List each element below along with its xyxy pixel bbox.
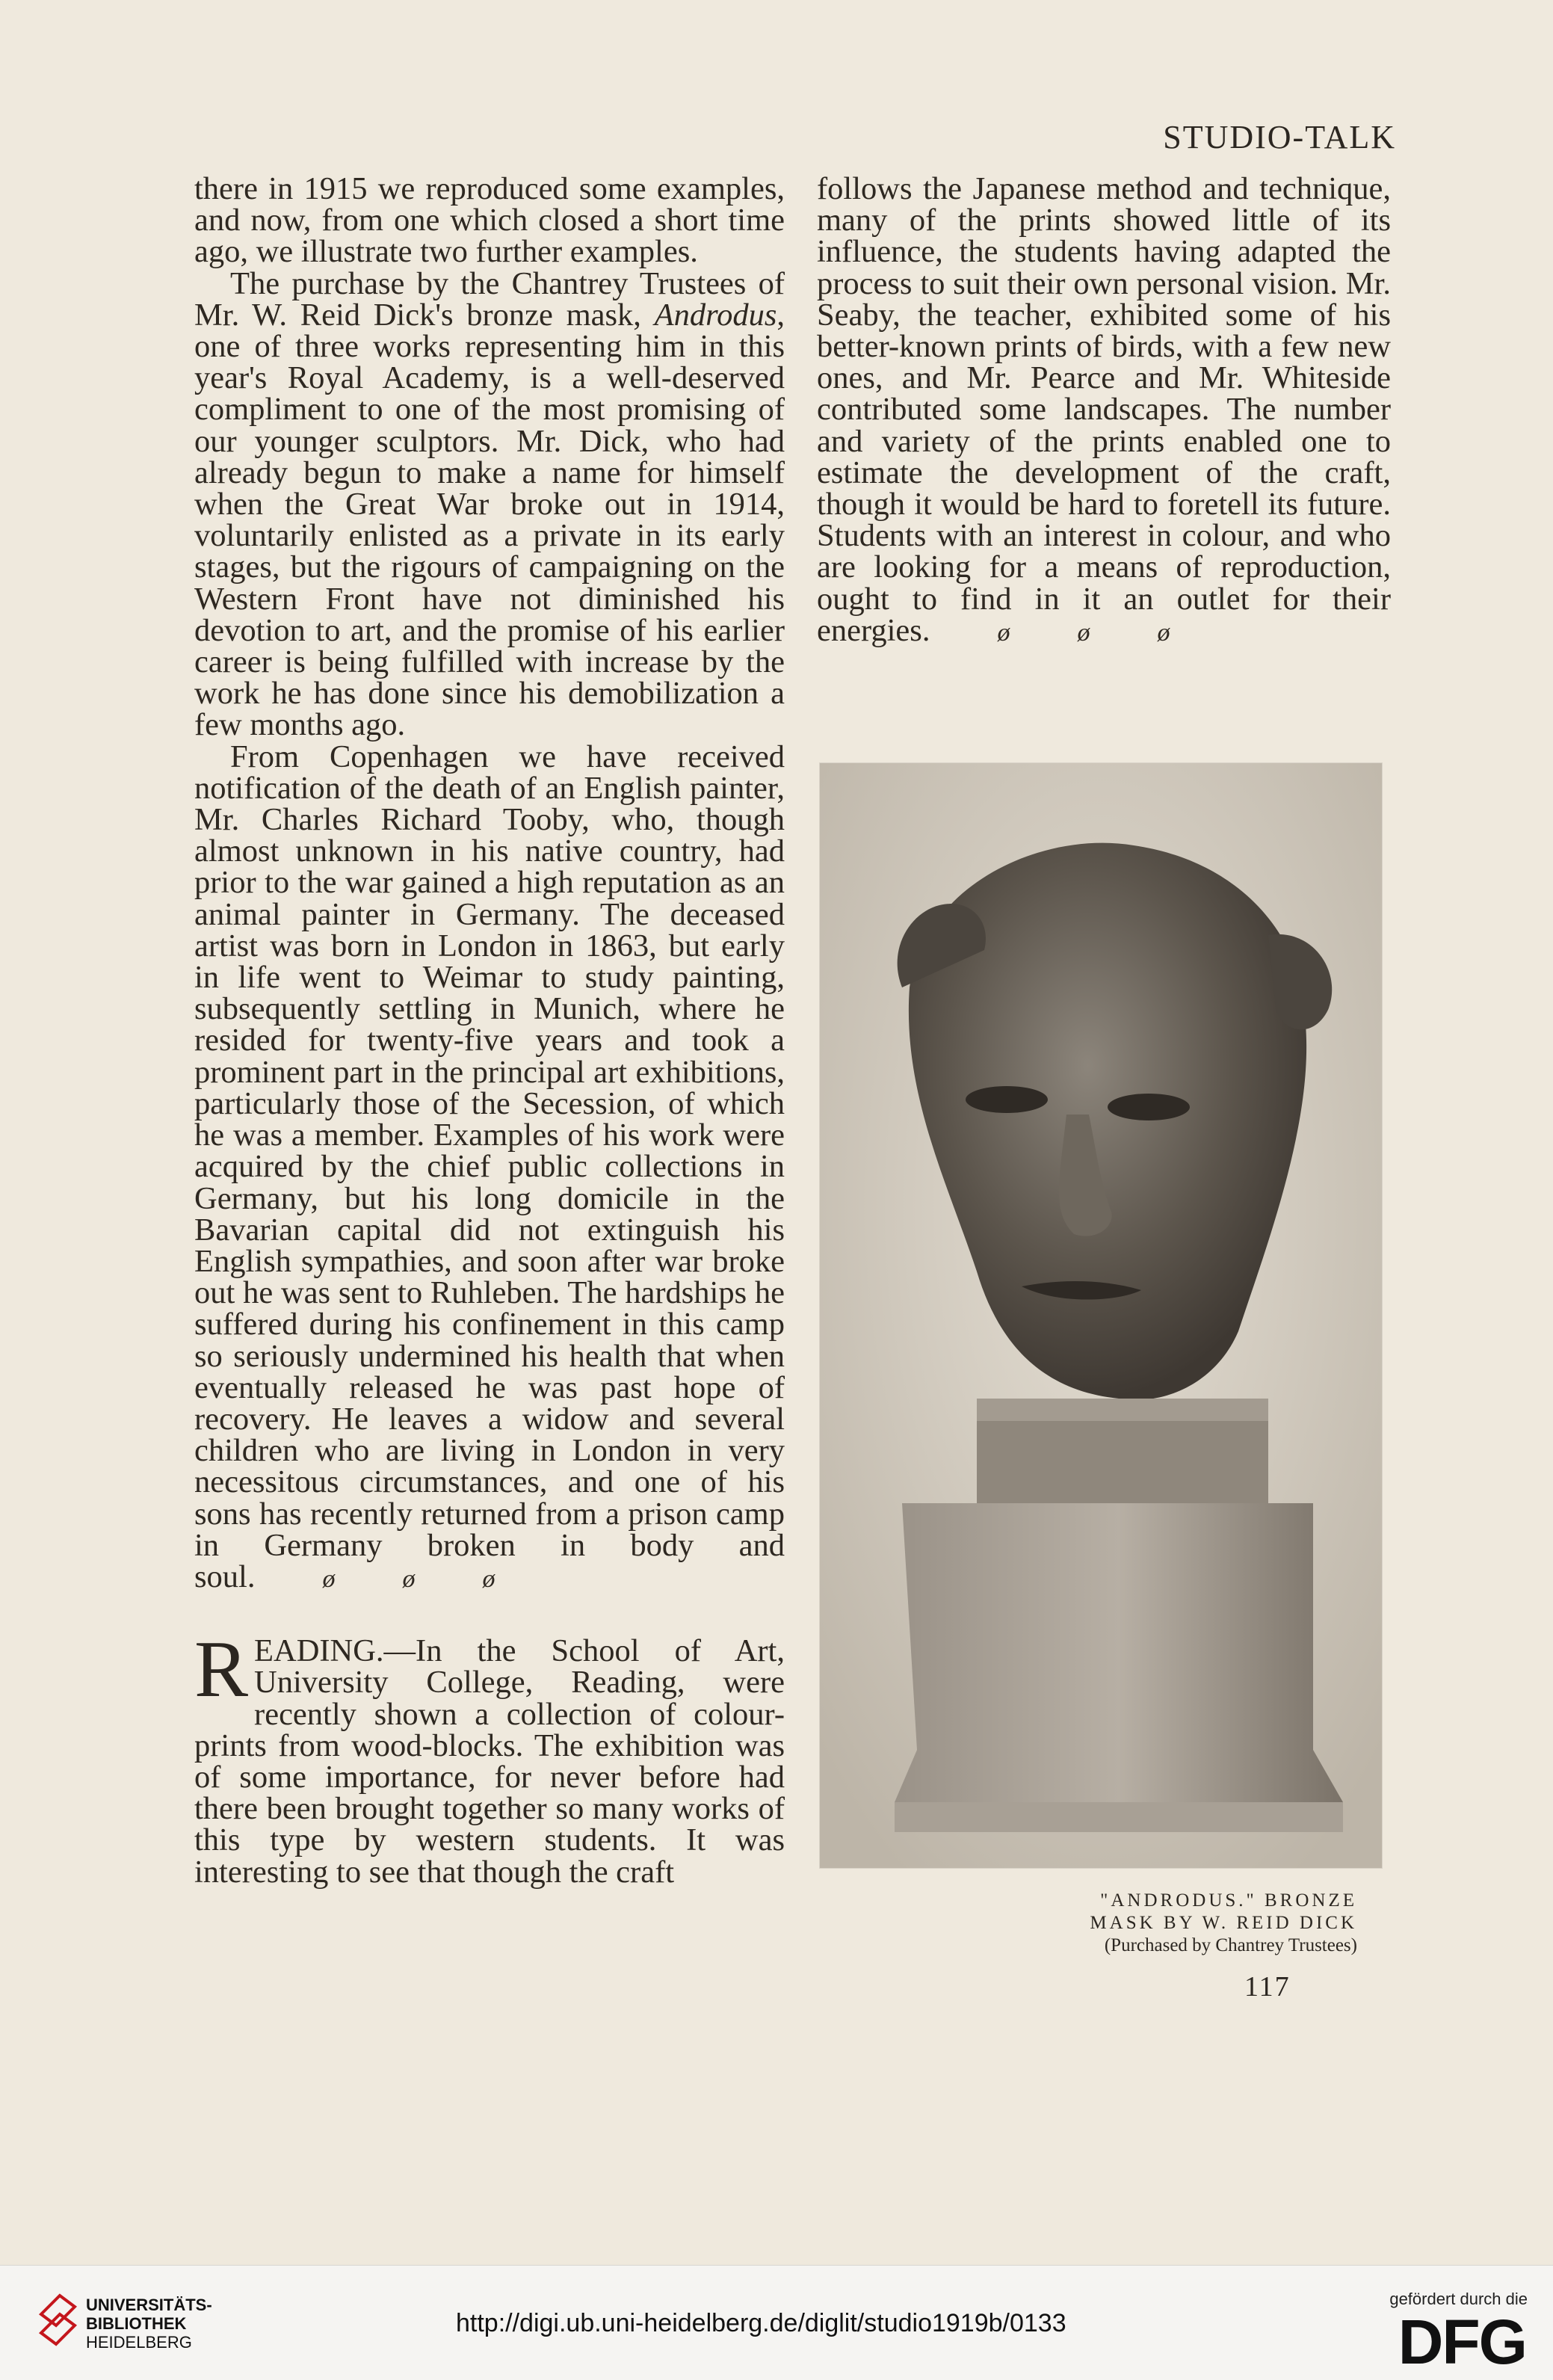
sculpture-illustration xyxy=(820,763,1382,1868)
caption-artist: MASK BY W. REID DICK xyxy=(1090,1913,1357,1933)
artwork-title: Androdus xyxy=(654,297,777,333)
running-header: STUDIO-TALK xyxy=(1163,119,1396,155)
caption-title: "ANDRODUS." BRONZE xyxy=(1100,1890,1357,1911)
library-name xyxy=(86,2296,212,2352)
leaf-ornament: ø xyxy=(1077,618,1090,647)
viewer-footer xyxy=(0,2265,1553,2380)
text-run: EADING.—In the School of Art, University College, Reading, were recently shown a collection of colour-prints from wood-blocks. The exhibition was of some importance, for never before had there been brought together so many works of this type by western students. It was interesting to see that though the craft xyxy=(194,1633,785,1890)
leaf-ornament: ø xyxy=(1157,618,1170,647)
drop-cap: R xyxy=(194,1625,249,1715)
text-run: The purchase by the Chantrey Trustees of Mr. W. Reid Dick's bronze mask, xyxy=(194,265,785,333)
funding-label: gefördert durch die xyxy=(1389,2290,1528,2308)
library-name-line: UNIVERSITÄTS- xyxy=(86,2296,212,2314)
leaf-ornament: ø xyxy=(402,1564,416,1593)
university-library-logo-icon xyxy=(37,2292,78,2352)
library-name-line: HEIDELBERG xyxy=(86,2333,192,2352)
page-number: 117 xyxy=(1244,1971,1291,2003)
text-run: From Copenhagen we have received notification of the death of an English painter, Mr. Charles Richard Tooby, who, though almost unknown in his native country, had prior to the war gained a high reputation as an animal painter in Germany. The deceased artist was born in London in 1863, but early in life went to Weimar to study painting, subsequently settling in Munich, where he resided for twenty-five years and took a prominent part in the principal art exhibitions, particularly those of the Secession, of which he was a member. Examples of his work were acquired by the chief public collections in Germany, but his long domicile in the Bavarian capital did not extinguish his English sympathies, and soon after war broke out he was sent to Ruhleben. The hardships he suffered during his confinement in this camp so seriously undermined his health that when eventually released he was past hope of recovery. He leaves a widow and several children who are living in London in very necessitous circumstances, and one of his sons has recently returned from a prison camp in Germany broken in body and soul. xyxy=(194,739,785,1594)
figure-caption xyxy=(972,1890,1357,1957)
paragraph-chantrey xyxy=(194,265,785,743)
bronze-mask-photograph xyxy=(819,762,1383,1869)
text-run: , one of three works representing him in this year's Royal Academy, is a well-deserved compliment to one of the most promising of our younger sculptors. Mr. Dick, who had already begun to make a name for himself when the Great War broke out in 1914, voluntarily enlisted as a private in its early stages, but the rigours of campaigning on the Western Front have not diminished his devotion to art, and the promise of his earlier career is being fulfilled with increase by the work he has done since his demobilization a few months ago. xyxy=(194,297,785,743)
paragraph-reading xyxy=(194,1625,785,1890)
permalink[interactable]: http://digi.ub.uni-heidelberg.de/diglit/studio1919b/0133 xyxy=(456,2309,1066,2337)
text-run: follows the Japanese method and technique, many of the prints showed little of its influence, the students having adapted the process to suit their own personal vision. Mr. Seaby, the teacher, exhibited some of his better-known prints of birds, with a few new ones, and Mr. Pearce and Mr. Whiteside contributed some landscapes. The number and variety of the prints enabled one to estimate the development of the craft, though it would be hard to foretell its future. Students with an interest in colour, and who are looking for a means of reproduction, ought to find in it an outlet for their energies. xyxy=(817,171,1391,648)
paragraph: there in 1915 we reproduced some examples, and now, from one which closed a short time ago, we illustrate two further examples. xyxy=(194,171,785,270)
library-name-line: BIBLIOTHEK xyxy=(86,2314,187,2333)
left-text-column xyxy=(194,173,785,1888)
dfg-logo: DFG xyxy=(1398,2307,1526,2377)
leaf-ornament: ø xyxy=(997,618,1010,647)
right-text-column xyxy=(817,173,1391,649)
paragraph-tooby xyxy=(194,739,785,1595)
paragraph xyxy=(817,173,1391,649)
caption-credit: (Purchased by Chantrey Trustees) xyxy=(1104,1935,1357,1955)
leaf-ornament: ø xyxy=(482,1564,495,1593)
leaf-ornament: ø xyxy=(322,1564,336,1593)
